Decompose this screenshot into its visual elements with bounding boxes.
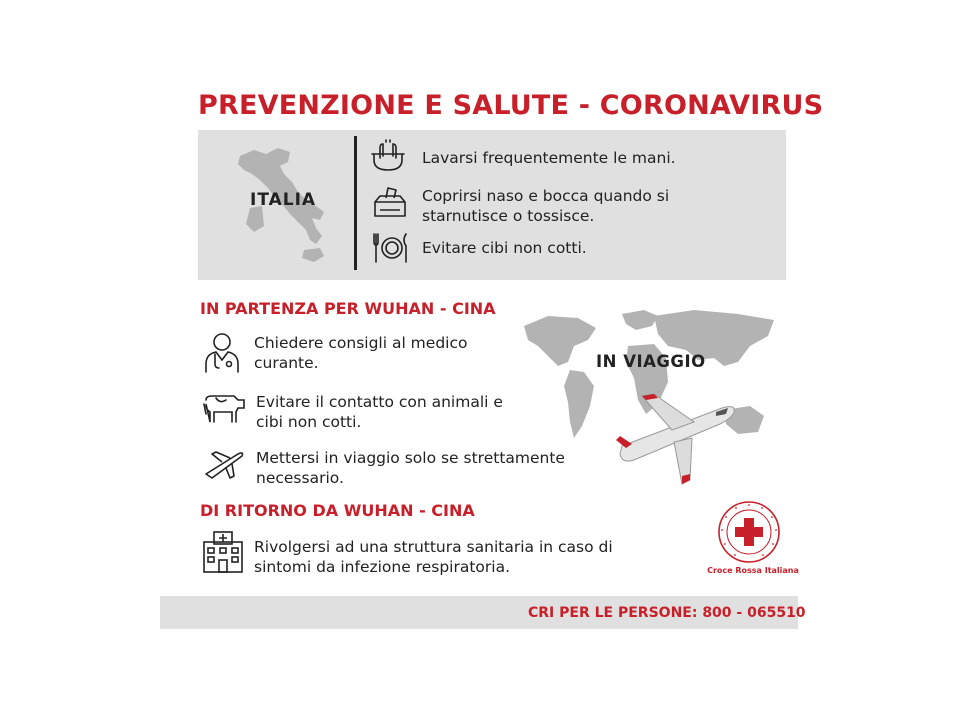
- text-line: Rivolgersi ad una struttura sanitaria in caso di: [254, 538, 613, 556]
- footer-hotline: CRI PER LE PERSONE: 800 - 065510: [528, 605, 806, 621]
- text-line: Evitare il contatto con animali e: [256, 393, 503, 411]
- text-line: Coprirsi naso e bocca quando si: [422, 187, 670, 205]
- text-line: Lavarsi frequentemente le mani.: [422, 149, 676, 167]
- text-line: starnutisce o tossisce.: [422, 207, 595, 225]
- red-cross-logo-icon: [714, 500, 784, 564]
- italia-item-1-text: [422, 148, 676, 168]
- hospital-icon: [202, 530, 244, 574]
- text-line: necessario.: [256, 469, 344, 487]
- text-line: Evitare cibi non cotti.: [422, 239, 587, 257]
- departure-item-2-text: [256, 392, 503, 432]
- departure-item-1-text: [254, 333, 467, 373]
- cooked-food-icon: [372, 232, 410, 264]
- page-title: PREVENZIONE E SALUTE - CORONAVIRUS: [198, 90, 824, 121]
- wash-hands-icon: [370, 138, 406, 174]
- italia-label: ITALIA: [250, 190, 317, 210]
- italia-item-2-text: [422, 186, 669, 226]
- text-line: cibi non cotti.: [256, 413, 362, 431]
- airplane-illustration-icon: [612, 388, 742, 488]
- return-item-1-text: [254, 537, 613, 577]
- airplane-icon: [204, 448, 244, 480]
- text-line: curante.: [254, 354, 319, 372]
- return-heading: DI RITORNO DA WUHAN - CINA: [200, 501, 475, 520]
- divider: [354, 136, 357, 270]
- text-line: sintomi da infezione respiratoria.: [254, 558, 511, 576]
- map-label: IN VIAGGIO: [596, 352, 706, 371]
- departure-item-3-text: [256, 448, 565, 488]
- cow-icon: [202, 392, 246, 426]
- tissue-box-icon: [372, 184, 408, 220]
- doctor-icon: [202, 330, 242, 374]
- italia-item-3-text: [422, 238, 587, 258]
- departure-heading: IN PARTENZA PER WUHAN - CINA: [200, 299, 496, 318]
- text-line: Chiedere consigli al medico: [254, 334, 468, 352]
- logo-name: Croce Rossa Italiana: [707, 566, 799, 575]
- text-line: Mettersi in viaggio solo se strettamente: [256, 449, 565, 467]
